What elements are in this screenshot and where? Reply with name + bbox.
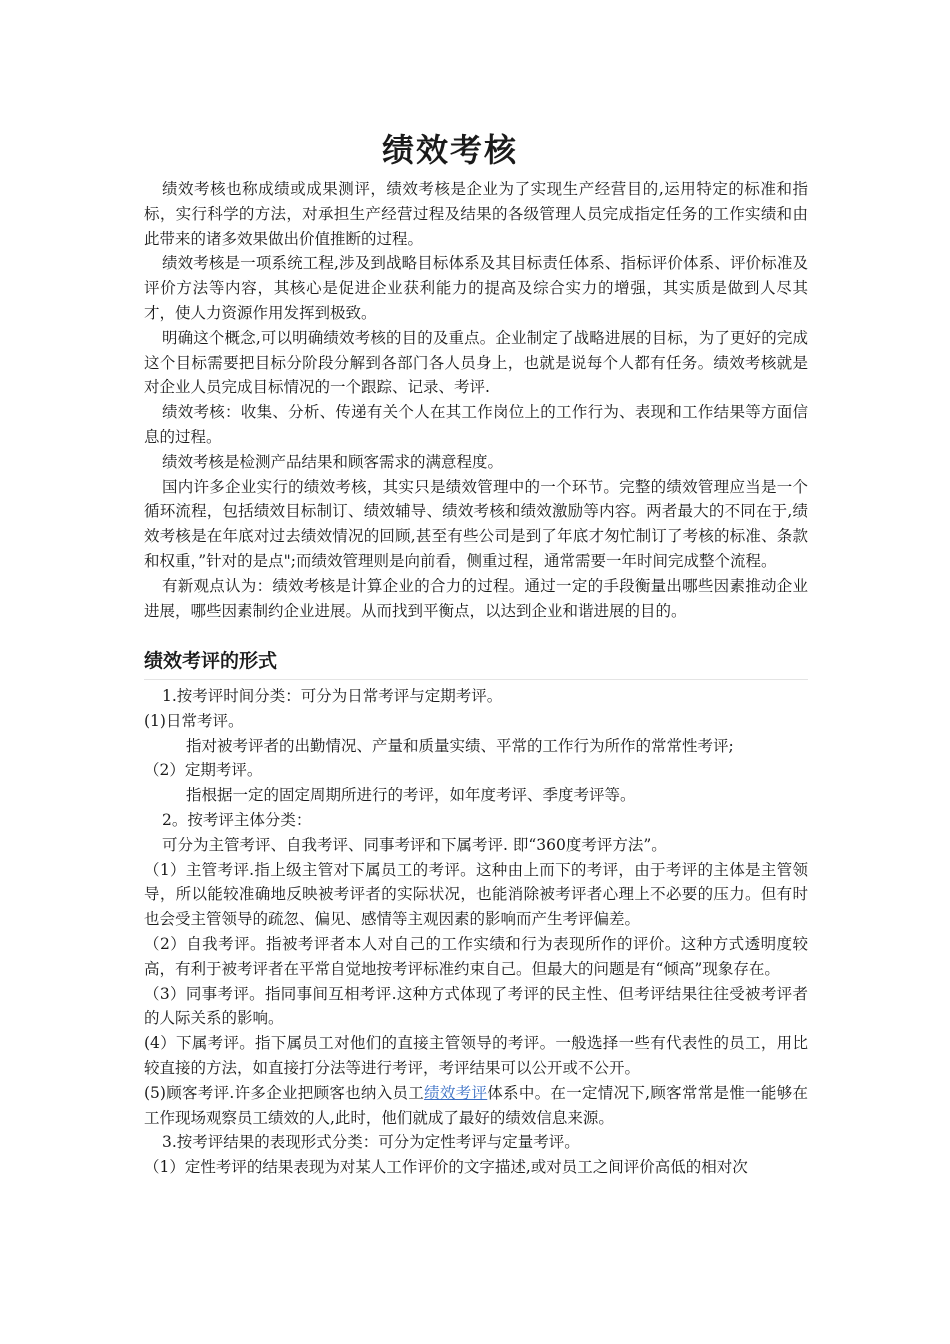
- item-text: 体系中。在一定情况下,顾客常常是惟一能够在工作现场观察员工绩效的人,此时，他们就成了最好的绩效信息来源。: [144, 1083, 808, 1127]
- item-label: (1)日常考评。: [144, 711, 244, 730]
- performance-evaluation-link[interactable]: 绩效考评: [424, 1083, 488, 1102]
- item-paragraph: （2）自我考评。指被考评者本人对自己的工作实绩和行为表现所作的评价。这种方式透明度较高，有利于被考评者在平常自觉地按考评标准约束自己。但最大的问题是有“倾高”现象存在。: [144, 934, 808, 978]
- intro-paragraph: 明确这个概念,可以明确绩效考核的目的及重点。企业制定了战略进展的目标，为了更好的完成这个目标需要把目标分阶段分解到各部门各人员身上，也就是说每个人都有任务。绩效考核就是对企业人员完成目标情况的一个跟踪、记录、考评.: [144, 328, 808, 397]
- section-heading: 绩效考评的形式: [144, 646, 808, 680]
- intro-paragraph: 有新观点认为：绩效考核是计算企业的合力的过程。通过一定的手段衡量出哪些因素推动企业进展，哪些因素制约企业进展。从而找到平衡点，以达到企业和谐进展的目的。: [144, 576, 808, 620]
- intro-paragraph: 绩效考核是一项系统工程,涉及到战略目标体系及其目标责任体系、指标评价体系、评价标准及评价方法等内容，其核心是促进企业获利能力的提高及综合实力的增强，其实质是做到人尽其才，使人力资源作用发挥到极致。: [144, 254, 808, 322]
- intro-section: [144, 177, 808, 623]
- page-title: 绩效考核: [381, 131, 518, 169]
- item-paragraph: （1）定性考评的结果表现为对某人工作评价的文字描述,或对员工之间评价高低的相对次: [144, 1158, 748, 1177]
- item-description: 指根据一定的固定周期所进行的考评，如年度考评、季度考评等。: [186, 786, 636, 805]
- evaluation-forms-section: [144, 684, 808, 1180]
- item-paragraph: [144, 1081, 808, 1131]
- intro-paragraph: 绩效考核：收集、分析、传递有关个人在其工作岗位上的工作行为、表现和工作结果等方面信息的过程。: [144, 403, 808, 446]
- intro-paragraph: 国内许多企业实行的绩效考核，其实只是绩效管理中的一个环节。完整的绩效管理应当是一个循环流程，包括绩效目标制订、绩效辅导、绩效考核和绩效激励等内容。两者最大的不同在于,绩效考核是在年底对过去绩效情况的回顾,甚至有些公司是到了年底才匆忙制订了考核的标准、条款和权重，”针对的是点";而绩效管理则是向前看，侧重过程，通常需要一年时间完成整个流程。: [144, 477, 808, 570]
- intro-paragraph: 绩效考核是检测产品结果和顾客需求的满意程度。: [162, 452, 504, 471]
- category-heading: 3.按考评结果的表现形式分类：可分为定性考评与定量考评。: [162, 1133, 580, 1152]
- item-paragraph: （1）主管考评.指上级主管对下属员工的考评。这种由上而下的考评，由于考评的主体是主管领导，所以能较准确地反映被考评者的实际状况，也能消除被考评者心理上不必要的压力。但有时也会受主管领导的疏忽、偏见、感情等主观因素的影响而产生考评偏差。: [144, 860, 808, 929]
- category-heading: 1.按考评时间分类：可分为日常考评与定期考评。: [162, 687, 503, 705]
- item-paragraph: （3）同事考评。指同事间互相考评.这种方式体现了考评的民主性、但考评结果往往受被考评者的人际关系的影响。: [144, 984, 808, 1028]
- item-description: 指对被考评者的出勤情况、产量和质量实绩、平常的工作行为所作的常常性考评;: [186, 736, 734, 755]
- item-paragraph: (4）下属考评。指下属员工对他们的直接主管领导的考评。一般选择一些有代表性的员工，用比较直接的方法，如直接打分法等进行考评，考评结果可以公开或不公开。: [144, 1034, 808, 1077]
- intro-paragraph: 绩效考核也称成绩或成果测评，绩效考核是企业为了实现生产经营目的,运用特定的标准和指标，实行科学的方法，对承担生产经营过程及结果的各级管理人员完成指定任务的工作实绩和由此带来的诸多效果做出价值推断的过程。: [144, 180, 808, 248]
- item-label: （2）定期考评。: [144, 761, 263, 780]
- item-text: (5)顾客考评.许多企业把顾客也纳入员工: [144, 1083, 425, 1102]
- category-heading: 2。按考评主体分类：: [162, 810, 312, 829]
- category-description: 可分为主管考评、自我考评、同事考评和下属考评. 即“360度考评方法”。: [162, 835, 667, 854]
